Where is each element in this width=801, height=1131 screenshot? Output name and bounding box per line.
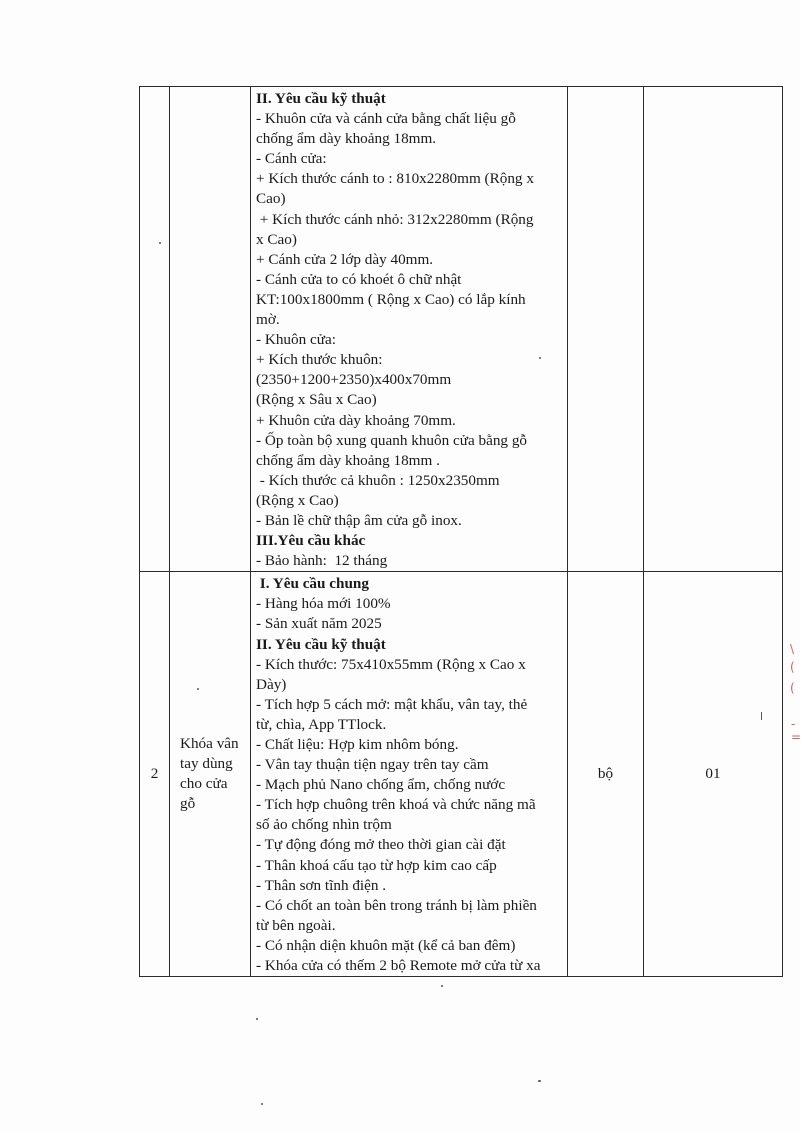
requirement-line: II. Yêu cầu kỹ thuật	[256, 635, 386, 653]
requirement-line: số ảo chống nhìn trộm	[256, 816, 392, 834]
requirement-line: - Bảo hành: 12 tháng	[256, 552, 388, 570]
scan-speck	[539, 357, 541, 359]
unit-cell: bộ	[568, 572, 644, 977]
requirement-line: Dày)	[256, 675, 287, 693]
requirement-line: - Chất liệu: Hợp kim nhôm bóng.	[256, 736, 459, 753]
scan-speck	[441, 985, 443, 987]
scan-speck	[261, 1103, 263, 1105]
requirement-line: II. Yêu cầu kỹ thuật	[256, 90, 386, 107]
stt-cell	[140, 87, 170, 572]
requirement-line: (Rộng x Cao)	[256, 491, 339, 509]
requirement-line: từ bên ngoài.	[256, 916, 336, 934]
scan-speck	[159, 242, 161, 244]
requirement-line: - Mạch phủ Nano chống ẩm, chống nước	[256, 776, 506, 794]
requirement-line: - Có nhận diện khuôn mặt (kể cả ban đêm)	[256, 936, 516, 954]
requirement-line: KT:100x1800mm ( Rộng x Cao) có lắp kính	[256, 290, 526, 308]
requirement-line: - Khóa cửa có thếm 2 bộ Remote mở cửa từ xa	[256, 957, 541, 975]
requirement-line: - Kích thước cả khuôn : 1250x2350mm	[256, 471, 500, 489]
requirement-line: Cao)	[256, 190, 286, 208]
red-stamp-edge-mark: =	[791, 730, 801, 744]
requirement-line: từ, chìa, App TTlock.	[256, 715, 387, 733]
requirement-line: - Bản lề chữ thập âm cửa gỗ inox.	[256, 511, 462, 529]
requirements-cell	[251, 87, 568, 572]
requirement-line: - Sản xuất năm 2025	[256, 615, 382, 633]
item-name-cell	[170, 572, 251, 977]
requirement-line: I. Yêu cầu chung	[256, 575, 369, 593]
requirement-line: - Thân khoá cấu tạo từ hợp kim cao cấp	[256, 856, 497, 874]
requirement-line: (Rộng x Sâu x Cao)	[256, 391, 377, 409]
table-row	[140, 572, 783, 977]
item-name-line: gỗ	[180, 795, 196, 813]
item-name-line: tay dùng	[180, 755, 233, 773]
scan-speck	[256, 1018, 258, 1020]
requirement-line: - Tích hợp chuông trên khoá và chức năng mã	[256, 796, 536, 814]
item-name-line: Khóa vân	[180, 735, 239, 753]
requirement-line: - Vân tay thuận tiện ngay trên tay cầm	[256, 756, 489, 774]
requirement-line: + Cánh cửa 2 lớp dày 40mm.	[256, 250, 434, 268]
specification-table	[139, 86, 783, 977]
requirement-line: + Kích thước cánh to : 810x2280mm (Rộng x	[256, 170, 534, 188]
requirement-line: - Khuôn cửa và cánh cửa bằng chất liệu gỗ	[256, 110, 516, 128]
red-stamp-edge-mark: (	[790, 660, 795, 674]
requirement-line: chống ẩm dày khoảng 18mm .	[256, 451, 440, 469]
table-row	[140, 87, 783, 572]
requirement-line: - Tích hợp 5 cách mở: mật khẩu, vân tay, thẻ	[256, 695, 528, 713]
requirement-line: + Kích thước cánh nhỏ: 312x2280mm (Rộng	[256, 210, 534, 228]
quantity-cell	[644, 87, 783, 572]
red-stamp-edge-mark: (	[790, 681, 795, 695]
scan-speck	[197, 688, 199, 690]
requirement-line: - Cánh cửa to có khoét ô chữ nhật	[256, 270, 462, 288]
requirement-line: - Thân sơn tĩnh điện .	[256, 876, 387, 894]
requirement-line: - Có chốt an toàn bên trong tránh bị làm phiền	[256, 896, 537, 914]
item-name-line: cho cửa	[180, 775, 228, 793]
requirement-line: - Cánh cửa:	[256, 150, 327, 168]
requirement-line: x Cao)	[256, 230, 297, 248]
requirement-line: + Khuôn cửa dày khoảng 70mm.	[256, 411, 456, 429]
scan-speck	[538, 1080, 541, 1082]
stt-cell: 2	[140, 572, 170, 977]
quantity-cell: 01	[644, 572, 783, 977]
requirement-line: - Khuôn cửa:	[256, 331, 336, 349]
requirement-line: - Kích thước: 75x410x55mm (Rộng x Cao x	[256, 655, 526, 673]
requirement-line: mờ.	[256, 311, 280, 329]
item-name-cell	[170, 87, 251, 572]
requirement-line: chống ẩm dày khoảng 18mm.	[256, 130, 437, 148]
requirement-line: (2350+1200+2350)x400x70mm	[256, 371, 452, 389]
requirement-line: - Tự động đóng mở theo thời gian cài đặt	[256, 836, 506, 854]
unit-cell	[568, 87, 644, 572]
scan-speck	[761, 712, 762, 720]
requirement-line: - Hàng hóa mới 100%	[256, 595, 391, 613]
requirements-cell	[251, 572, 568, 977]
red-stamp-edge-mark: -	[791, 717, 796, 731]
red-stamp-edge-mark: \	[790, 642, 795, 656]
requirement-line: III.Yêu cầu khác	[256, 532, 366, 550]
requirement-line: - Ốp toàn bộ xung quanh khuôn cửa bằng gỗ	[256, 431, 528, 449]
requirement-line: + Kích thước khuôn:	[256, 351, 383, 369]
